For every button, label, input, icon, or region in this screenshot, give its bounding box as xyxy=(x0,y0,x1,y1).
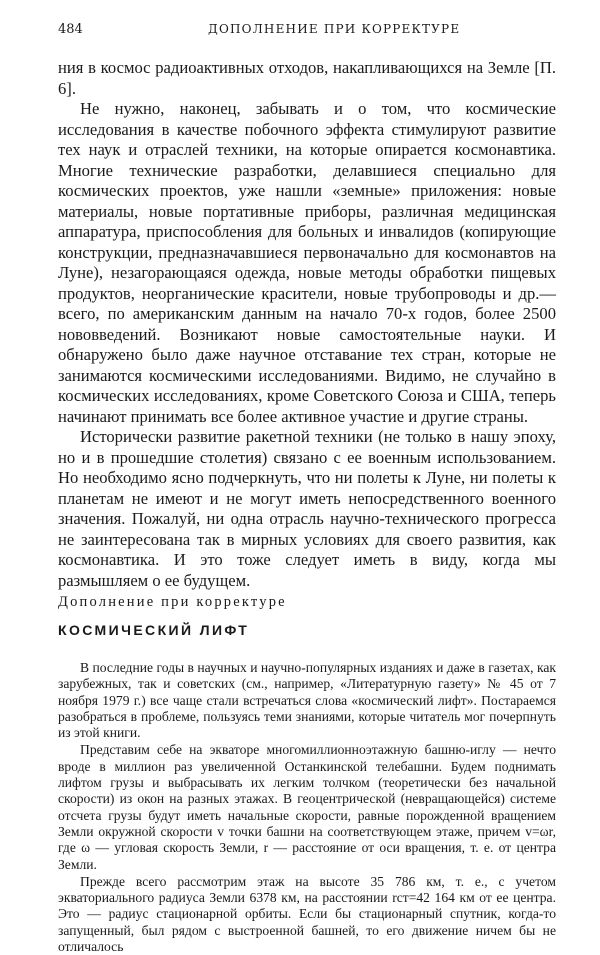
section-text xyxy=(58,660,556,955)
running-head xyxy=(58,22,558,42)
paragraph: Не нужно, наконец, забывать и о том, что космические исследования в качестве побочного эффекта стимулируют развитие тех наук и отраслей техники, на которые опирается космонавтика. Многие технические разработки, делавшиеся специально для космических проектов, уже нашли «земные» приложения: новые материалы, новые портативные приборы, различная медицинская аппаратура, приспособления для больных и инвалидов (копирующие конструкции, предназначавшиеся первоначально для космонавтов на Луне), незагорающаяся одежда, новые методы обработки пищевых продуктов, неорганические красители, новые трубопроводы и др.— всего, по американским данным на начало 70-х годов, более 2500 нововведений. Возникают новые самостоятельные науки. И обнаружено было даже научное отставание тех стран, которые не занимаются космическими исследованиями. Видимо, не случайно в космических исследованиях, кроме Советского Союза и США, теперь начинают принимать все более активное участие и другие страны. xyxy=(58,99,556,426)
page-number: 484 xyxy=(58,22,83,37)
section-title: КОСМИЧЕСКИЙ ЛИФТ xyxy=(58,622,250,638)
section-kicker: Дополнение при корректуре xyxy=(58,594,287,610)
paragraph-continued: ния в космос радиоактивных отходов, накапливающихся на Земле [П. 6]. xyxy=(58,58,556,98)
paragraph: В последние годы в научных и научно-популярных изданиях и даже в газетах, как зарубежных, так и советских (см., например, «Литературную газету» № 45 от 7 ноября 1979 г.) все чаще стали встречаться слова «космический лифт». Постараемся разобраться в проблеме, пользуясь теми знаниями, которые читатель мог почерпнуть из этой книги. xyxy=(58,660,556,741)
paragraph: Представим себе на экваторе многомиллионноэтажную башню-иглу — нечто вроде в миллион раз увеличенной Останкинской телебашни. Будем поднимать лифтом грузы и выбрасывать их легким толчком (теоретически без начальной скорости) из окон на разных этажах. В геоцентрической (невращающейся) системе отсчета грузы будут иметь начальные скорости, равные порожденной вращением Земли окружной скорости v точки башни на соответствующем этаже, причем v=ωr, где ω — угловая скорость Земли, r — расстояние от оси вращения, т. е. от центра Земли. xyxy=(58,742,556,872)
paragraph: Прежде всего рассмотрим этаж на высоте 35 786 км, т. е., с учетом экваториального радиуса Земли 6378 км, на расстоянии rст=42 164 км от ее центра. Это — радиус стационарной орбиты. Если бы стационарный спутник, когда-то запущенный, был рядом с выстроенной башней, то его движение ничем бы не отличалось xyxy=(58,873,556,955)
running-title: ДОПОЛНЕНИЕ ПРИ КОРРЕКТУРЕ xyxy=(208,22,461,36)
paragraph: Исторически развитие ракетной техники (не только в нашу эпоху, но и в прошедшие столетия) связано с ее военным использованием. Но необходимо ясно подчеркнуть, что ни полеты к Луне, ни полеты к планетам не имеют и не могут иметь непосредственного военного значения. Пожалуй, ни одна отрасль научно-технического прогресса не заинтересована так в мирных условиях для своего развития, как космонавтика. И это тоже следует иметь в виду, когда мы размышляем о ее будущем. xyxy=(58,427,556,590)
main-text xyxy=(58,58,556,591)
